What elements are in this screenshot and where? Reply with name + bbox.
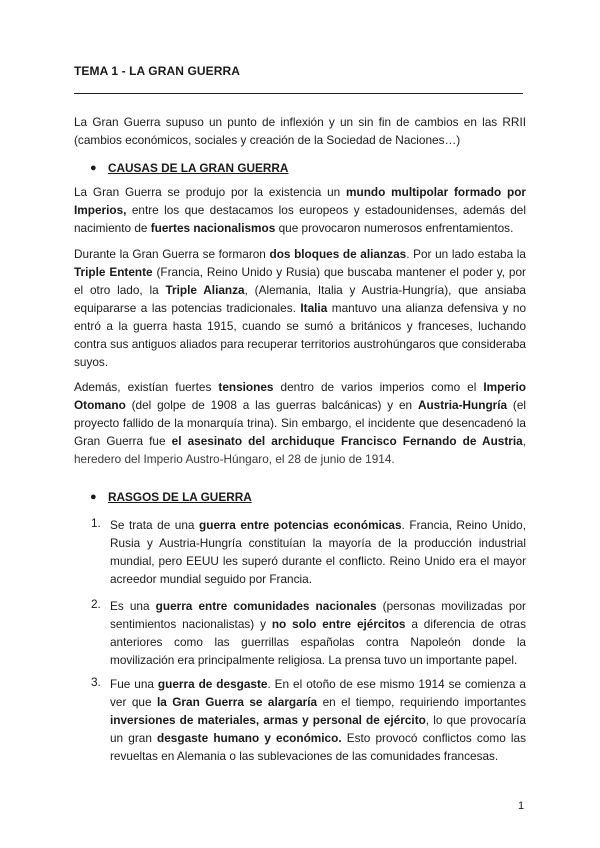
section1-bullet-icon: ● bbox=[90, 162, 97, 174]
list-item-number: 3. bbox=[91, 675, 101, 689]
list-item: Se trata de una guerra entre potencias económicas. Francia, Reino Unido, Rusia y Austria-Hungría constituían la mayoría de la producción industrial mundial, pero EEUU les superó durante el conflicto. Reino Unido era el mayor acreedor mundial seguido por Francia. bbox=[110, 518, 526, 586]
list-item: Es una guerra entre comunidades nacionales (personas movilizadas por sentimientos nacionalistas) y no solo entre ejércitos a diferencia de otras anteriores como las guerrillas españolas contra Napoleón donde la movilización era principalmente religiosa. La prensa tuvo un importante papel. bbox=[110, 599, 526, 667]
causes-paragraph-3: Además, existían fuertes tensiones dentro de varios imperios como el Imperio Otomano (del golpe de 1908 a las guerras balcánicas) y en Austria-Hungría (el proyecto fallido de la monarquía trina). Sin embargo, el incidente que desencadenó la Gran Guerra fue el asesinato del archiduque Francisco Fernando de Austria, heredero del Imperio Austro-Húngaro, el 28 de junio de 1914. bbox=[74, 380, 526, 466]
section2-bullet-icon: ● bbox=[90, 491, 97, 503]
list-item-number: 1. bbox=[91, 516, 101, 530]
causes-paragraph-1: La Gran Guerra se produjo por la existencia un mundo multipolar formado por Imperios, entre los que destacamos los europeos y estadounidenses, además del nacimiento de fuertes nacionalismos que provocaron numerosos enfrentamientos. bbox=[74, 185, 527, 235]
causes-paragraph-2: Durante la Gran Guerra se formaron dos bloques de alianzas. Por un lado estaba la Triple Entente (Francia, Reino Unido y Rusia) que buscaba mantener el poder y, por el otro lado, la Triple Alianza, (Alemania, Italia y Austria-Hungría), que ansiaba equipararse a las potencias tradicionales. Italia mantuvo una alianza defensiva y no entró a la guerra hasta 1915, cuando se sumó a británicos y franceses, luchando contra sus antiguos aliados para recuperar territorios austrohúngaros que consideraba suyos. bbox=[74, 247, 526, 369]
section2-heading: RASGOS DE LA GUERRA bbox=[108, 490, 252, 504]
section1-heading: CAUSAS DE LA GRAN GUERRA bbox=[108, 161, 289, 175]
intro-paragraph: La Gran Guerra supuso un punto de inflexión y un sin fin de cambios en las RRII (cambios económicos, sociales y creación de la Sociedad de Naciones…) bbox=[74, 115, 526, 147]
title-underline-rule bbox=[74, 93, 523, 94]
page-title: TEMA 1 - LA GRAN GUERRA bbox=[74, 64, 241, 78]
list-item-number: 2. bbox=[91, 597, 101, 611]
page-number: 1 bbox=[518, 800, 525, 812]
list-item: Fue una guerra de desgaste. En el otoño de ese mismo 1914 se comienza a ver que la Gran Guerra se alargaría en el tiempo, requiriendo importantes inversiones de materiales, armas y personal de ejército, lo que provocaría un gran desgaste humano y económico. Esto provocó conflictos como las revueltas en Alemania o las sublevaciones de las comunidades francesas. bbox=[110, 677, 526, 763]
